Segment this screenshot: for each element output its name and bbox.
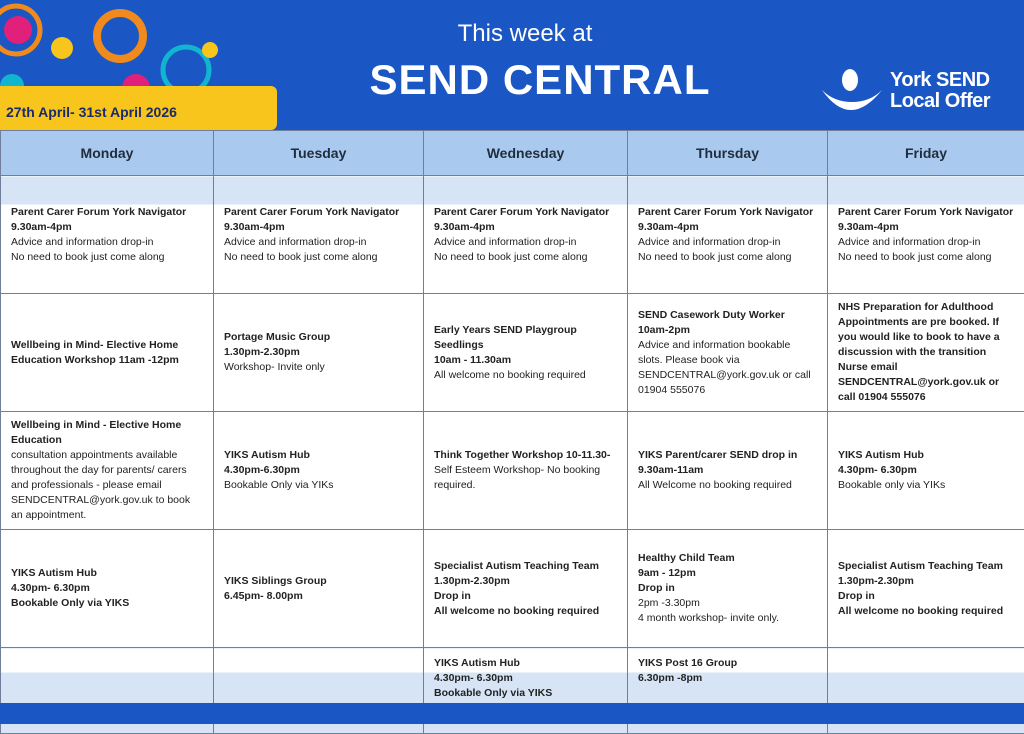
event-title: Healthy Child Team (638, 551, 817, 566)
event-detail: All welcome no booking required (434, 368, 617, 383)
day-header: Thursday (628, 131, 828, 176)
event-detail: Drop in (838, 589, 1014, 604)
event-title: YIKS Autism Hub (838, 448, 1014, 463)
event-detail: Workshop- Invite only (224, 360, 413, 375)
event-detail: 10am - 11.30am (434, 353, 617, 368)
schedule-row (1, 412, 1024, 530)
day-header: Friday (828, 131, 1024, 176)
event-title: Portage Music Group (224, 330, 413, 345)
event-detail: Bookable only via YIKs (838, 478, 1014, 493)
event-cell (424, 412, 628, 530)
event-title: Parent Carer Forum York Navigator (11, 205, 203, 220)
logo-figure-icon (820, 68, 888, 118)
event-cell (424, 176, 628, 294)
event-cell (214, 176, 424, 294)
event-cell (628, 530, 828, 648)
event-cell (1, 530, 214, 648)
event-title: NHS Preparation for Adulthood (838, 300, 1014, 315)
event-title: Specialist Autism Teaching Team (434, 559, 617, 574)
footer-band (0, 703, 1024, 724)
event-detail: 9.30am-4pm (638, 220, 817, 235)
event-detail: 10am-2pm (638, 323, 817, 338)
schedule-row (1, 294, 1024, 412)
event-cell (628, 176, 828, 294)
event-detail: Advice and information drop-in (638, 235, 817, 250)
event-cell (828, 176, 1024, 294)
event-title: SEND Casework Duty Worker (638, 308, 817, 323)
event-detail: All welcome no booking required (434, 604, 617, 619)
event-cell (1, 412, 214, 530)
event-detail: Drop in (638, 581, 817, 596)
event-cell (828, 530, 1024, 648)
page-title: SEND CENTRAL (320, 56, 760, 104)
event-cell (214, 530, 424, 648)
event-title: Early Years SEND Playgroup Seedlings (434, 323, 617, 353)
event-detail: 9.30am-4pm (11, 220, 203, 235)
event-title: Parent Carer Forum York Navigator (224, 205, 413, 220)
event-detail: Bookable Only via YIKS (11, 596, 203, 611)
event-detail: Drop in (434, 589, 617, 604)
event-title: Parent Carer Forum York Navigator (838, 205, 1014, 220)
event-detail: 4.30pm- 6.30pm (838, 463, 1014, 478)
event-detail: No need to book just come along (838, 250, 1014, 265)
event-detail: 9.30am-4pm (434, 220, 617, 235)
day-header: Wednesday (424, 131, 628, 176)
event-detail: 4 month workshop- invite only. (638, 611, 817, 626)
event-cell (214, 294, 424, 412)
event-title: YIKS Post 16 Group (638, 656, 817, 671)
event-detail: 9.30am-4pm (838, 220, 1014, 235)
event-detail: 6.45pm- 8.00pm (224, 589, 413, 604)
event-title: Think Together Workshop 10-11.30- (434, 448, 617, 463)
schedule-row (1, 176, 1024, 294)
event-detail: 4.30pm- 6.30pm (434, 671, 617, 686)
day-header: Monday (1, 131, 214, 176)
schedule-body (1, 176, 1024, 734)
event-detail: Self Esteem Workshop- No booking required. (434, 463, 617, 493)
event-title: YIKS Siblings Group (224, 574, 413, 589)
event-detail: 9.30am-4pm (224, 220, 413, 235)
event-detail: Bookable Only via YIKs (224, 478, 413, 493)
event-cell (424, 530, 628, 648)
event-cell (1, 294, 214, 412)
event-cell (628, 412, 828, 530)
event-detail: All welcome no booking required (838, 604, 1014, 619)
event-title: Wellbeing in Mind - Elective Home Education (11, 418, 203, 448)
title-small: This week at (400, 20, 650, 48)
logo-line2: Local Offer (890, 91, 990, 112)
event-detail: 4.30pm-6.30pm (224, 463, 413, 478)
event-detail: No need to book just come along (434, 250, 617, 265)
event-detail: 1.30pm-2.30pm (434, 574, 617, 589)
schedule-row (1, 530, 1024, 648)
event-detail: All Welcome no booking required (638, 478, 817, 493)
event-detail: 2pm -3.30pm (638, 596, 817, 611)
date-range: 27th April- 31st April 2026 (6, 104, 177, 120)
event-detail: 6.30pm -8pm (638, 671, 817, 686)
day-header-row (1, 131, 1024, 176)
event-title: YIKS Autism Hub (434, 656, 617, 671)
event-cell (1, 176, 214, 294)
day-header: Tuesday (214, 131, 424, 176)
schedule-table-wrapper (0, 130, 1024, 703)
event-cell (424, 294, 628, 412)
event-detail: No need to book just come along (638, 250, 817, 265)
logo-line1: York SEND (890, 70, 990, 91)
event-title: YIKS Parent/carer SEND drop in (638, 448, 817, 463)
york-send-logo (820, 68, 1010, 118)
event-detail: Bookable Only via YIKS (434, 686, 617, 701)
event-title: YIKS Autism Hub (224, 448, 413, 463)
event-detail: 9am - 12pm (638, 566, 817, 581)
event-detail: No need to book just come along (11, 250, 203, 265)
event-detail: Advice and information drop-in (434, 235, 617, 250)
event-detail: 1.30pm-2.30pm (224, 345, 413, 360)
event-detail: No need to book just come along (224, 250, 413, 265)
event-title: Specialist Autism Teaching Team (838, 559, 1014, 574)
event-cell (628, 294, 828, 412)
event-cell (828, 412, 1024, 530)
event-detail: Advice and information drop-in (838, 235, 1014, 250)
event-title: Parent Carer Forum York Navigator (434, 205, 617, 220)
event-detail: Advice and information drop-in (11, 235, 203, 250)
event-title: YIKS Autism Hub (11, 566, 203, 581)
event-detail: 1.30pm-2.30pm (838, 574, 1014, 589)
event-detail: Appointments are pre booked. If you would like to book to have a discussion with the transition Nurse email SENDCENTRAL@york.gov.uk or call 01904 555076 (838, 315, 1014, 405)
event-title: Parent Carer Forum York Navigator (638, 205, 817, 220)
event-detail: Advice and information drop-in (224, 235, 413, 250)
event-cell (828, 294, 1024, 412)
event-detail: 4.30pm- 6.30pm (11, 581, 203, 596)
event-title: Wellbeing in Mind- Elective Home Education Workshop 11am -12pm (11, 338, 203, 368)
header-banner (0, 0, 1024, 130)
event-detail: Advice and information bookable slots. Please book via SENDCENTRAL@york.gov.uk or call 01904 555076 (638, 338, 817, 398)
event-cell (214, 412, 424, 530)
schedule-table (0, 130, 1024, 734)
event-detail: 9.30am-11am (638, 463, 817, 478)
event-detail: consultation appointments available throughout the day for parents/ carers and professionals - please email SENDCENTRAL@york.gov.uk to book an appointment. (11, 448, 203, 523)
